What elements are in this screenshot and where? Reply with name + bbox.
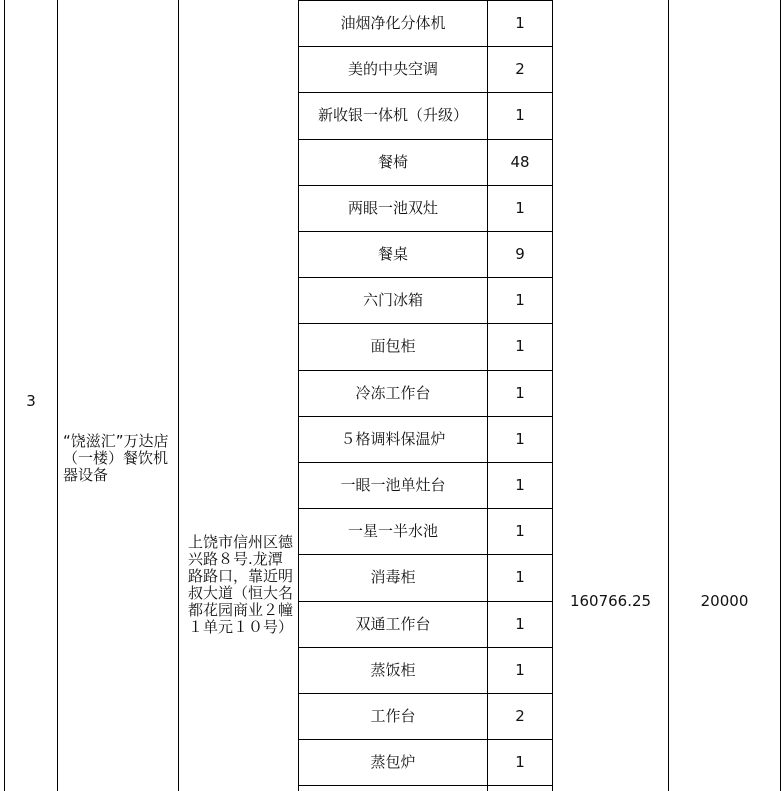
item-name: 消毒柜 [370, 568, 416, 587]
row-divider [298, 785, 553, 786]
item-quantity: 1 [515, 106, 525, 125]
item-quantity: 1 [515, 291, 525, 310]
item-name: ５格调料保温炉 [340, 429, 446, 448]
row-divider [298, 647, 553, 648]
item-name: 双通工作台 [355, 614, 431, 633]
row-index: 3 [26, 391, 36, 410]
item-name: 两眼一池双灶 [347, 198, 438, 217]
row-divider [298, 231, 553, 232]
item-name: 一星一半水池 [347, 522, 438, 541]
row-divider [298, 139, 553, 140]
item-quantity: 1 [515, 476, 525, 495]
item-name: 油烟净化分体机 [340, 14, 446, 33]
row-divider [298, 92, 553, 93]
item-name: 美的中央空调 [347, 60, 438, 79]
item-quantity: 2 [515, 60, 525, 79]
grid-line [668, 0, 669, 791]
address: 上饶市信州区德兴路８号.龙潭路路口，靠近明叔大道（恒大名都花园商业２幢１单元１０号） [188, 533, 294, 636]
row-divider [298, 277, 553, 278]
item-name: 冷冻工作台 [355, 383, 431, 402]
item-quantity: 1 [515, 522, 525, 541]
row-divider [298, 323, 553, 324]
deposit: 20000 [700, 592, 749, 610]
row-divider [298, 0, 553, 1]
item-name: 餐桌 [377, 245, 408, 264]
row-divider [298, 508, 553, 509]
row-divider [298, 416, 553, 417]
row-divider [298, 554, 553, 555]
item-quantity: 1 [515, 429, 525, 448]
row-divider [298, 370, 553, 371]
row-divider [298, 739, 553, 740]
grid-line [552, 0, 553, 791]
row-divider [298, 46, 553, 47]
item-quantity: 1 [515, 198, 525, 217]
grid-line [780, 0, 781, 791]
row-divider [298, 601, 553, 602]
item-quantity: 1 [515, 614, 525, 633]
row-divider [298, 185, 553, 186]
item-quantity: 1 [515, 753, 525, 772]
row-divider [298, 462, 553, 463]
item-quantity: 48 [510, 152, 530, 171]
item-name: 面包柜 [370, 337, 416, 356]
item-quantity: 1 [515, 660, 525, 679]
item-quantity: 9 [515, 245, 525, 264]
amount: 160766.25 [569, 592, 652, 610]
grid-line [178, 0, 179, 791]
item-name: 工作台 [370, 707, 416, 726]
item-quantity: 1 [515, 14, 525, 33]
item-quantity: 2 [515, 707, 525, 726]
item-name: 六门冰箱 [362, 291, 423, 310]
item-quantity: 1 [515, 337, 525, 356]
item-name: 一眼一池单灶台 [340, 476, 446, 495]
grid-line [57, 0, 58, 791]
item-name: 新收银一体机（升级） [317, 106, 468, 125]
item-quantity: 1 [515, 568, 525, 587]
row-divider [298, 693, 553, 694]
item-name: 餐椅 [377, 152, 408, 171]
item-name: 蒸包炉 [370, 753, 416, 772]
item-name: 蒸饭柜 [370, 660, 416, 679]
store-name: “饶滋汇”万达店（一楼）餐饮机器设备 [63, 432, 169, 484]
item-quantity: 1 [515, 383, 525, 402]
